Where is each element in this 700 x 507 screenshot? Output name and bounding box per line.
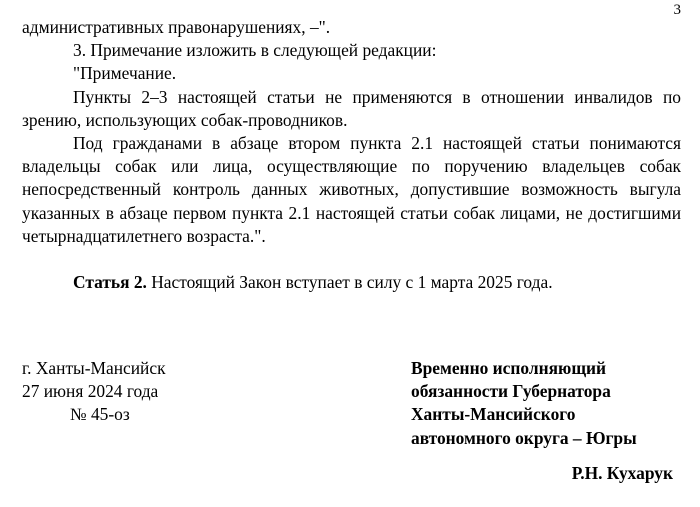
signer-position [411,357,637,450]
signature-place-date [22,357,166,427]
law-number: № 45-оз [70,404,130,425]
position-line: Временно исполняющий [411,358,607,378]
position-line: Ханты-Мансийского [411,404,576,425]
article-text: Настоящий Закон вступает в силу с 1 марта 2025 года. [146,272,553,293]
position-line: обязанности Губернатора [411,381,611,402]
paragraph-note-definition: Под гражданами в абзаце втором пункта 2.1 настоящей статьи понимаются владельцы собак или лица, осуществляющие по поручению владельцев собак непосредственный контроль данных животных, допустившие возможность выгула указанных в абзаце первом пункта 2.1 настоящей статьи собак лицами, не достигшими четырнадцатилетнего возраста.". [22,133,681,246]
paragraph-note-exemption: Пункты 2–3 настоящей статьи не применяются в отношении инвалидов по зрению, использующих собак-проводников. [22,86,681,130]
signing-place: г. Ханты-Мансийск [22,358,166,378]
page-number: 3 [673,2,681,18]
article-2 [22,271,681,294]
position-line: автономного округа – Югры [411,427,637,448]
paragraph-continuation: административных правонарушениях, –". [22,17,331,37]
signing-date: 27 июня 2024 года [22,381,159,402]
paragraph-amendment-item: 3. Примечание изложить в следующей редакции: [73,40,437,61]
document-body [22,16,681,294]
signer-name: Р.Н. Кухарук [571,463,673,483]
article-number: Статья 2. [73,272,147,293]
paragraph-note-heading: "Примечание. [73,63,177,84]
